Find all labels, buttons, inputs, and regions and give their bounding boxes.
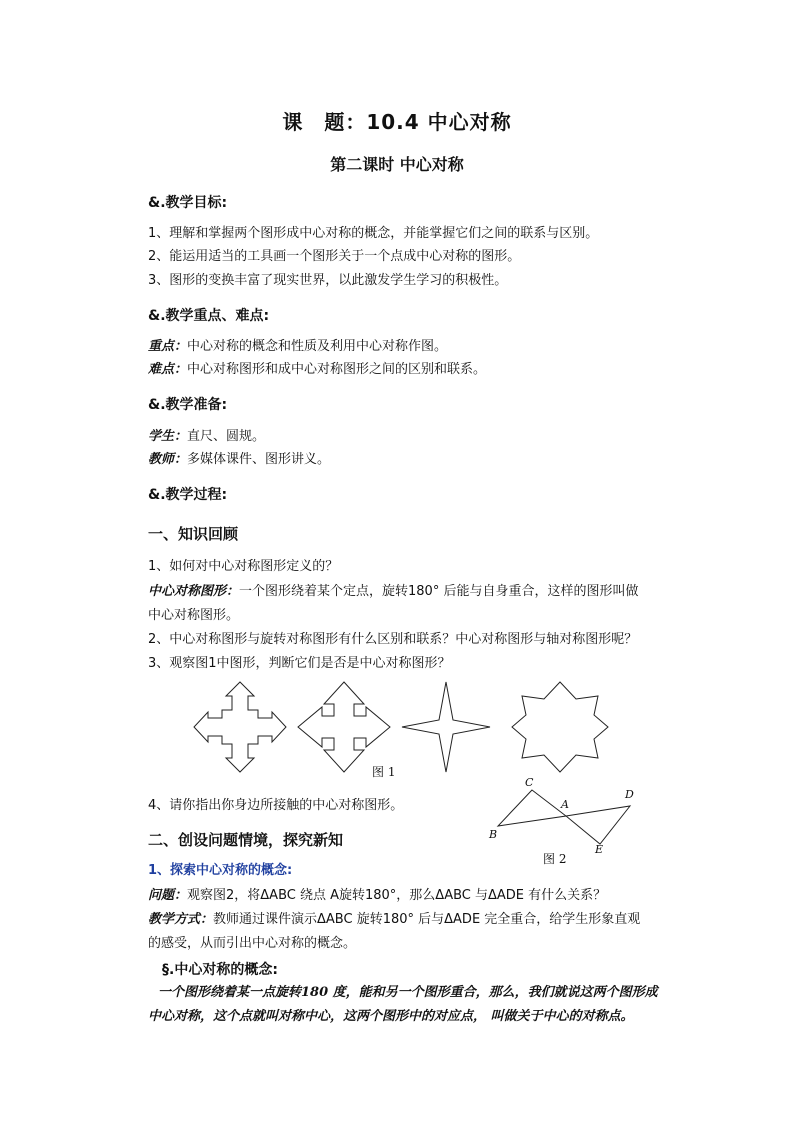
review-heading: 一、知识回顾 bbox=[148, 525, 239, 543]
question-text: 观察图2，将ΔABC 绕点 A旋转180°，那么ΔABC 与ΔADE 有什么关系？ bbox=[187, 888, 607, 903]
figure-2-triangles bbox=[490, 780, 640, 860]
teacher-label: 教师： bbox=[148, 452, 188, 467]
question-line bbox=[148, 887, 606, 905]
teacher-line bbox=[148, 451, 330, 469]
definition-line bbox=[148, 583, 638, 601]
method-text: 教师通过课件演示ΔABC 旋转180° 后与ΔADE 完全重合，给学生形象直观 bbox=[213, 912, 641, 927]
objectives-heading: &.教学目标: bbox=[148, 195, 228, 211]
difficulty-text: 中心对称图形和成中心对称图形之间的区别和联系。 bbox=[187, 362, 487, 377]
concept-heading: §.中心对称的概念: bbox=[162, 962, 278, 978]
objective-item: 3、图形的变换丰富了现实世界，以此激发学生学习的积极性。 bbox=[148, 273, 508, 288]
point-label-c: C bbox=[525, 776, 534, 789]
page-subtitle: 第二课时 中心对称 bbox=[330, 155, 464, 174]
point-label-e: E bbox=[595, 843, 604, 856]
student-text: 直尺、圆规。 bbox=[187, 429, 266, 444]
review-q2: 2、中心对称图形与旋转对称图形有什么区别和联系？中心对称图形与轴对称图形呢？ bbox=[148, 632, 638, 647]
method-line bbox=[148, 911, 640, 929]
difficulty-line bbox=[148, 361, 486, 379]
concept-line-1: 一个图形绕着某一点旋转180 度，能和另一个图形重合，那么，我们就说这两个图形成 bbox=[158, 985, 658, 1000]
review-q4: 4、请你指出你身边所接触的中心对称图形。 bbox=[148, 798, 404, 813]
point-label-b: B bbox=[489, 828, 498, 841]
process-heading: &.教学过程: bbox=[148, 487, 228, 503]
difficulty-label: 难点： bbox=[148, 362, 188, 377]
focus-label: 重点： bbox=[148, 339, 188, 354]
student-line bbox=[148, 428, 265, 446]
point-label-d: D bbox=[625, 788, 634, 801]
definition-line-2: 中心对称图形。 bbox=[148, 608, 240, 623]
question-label: 问题： bbox=[148, 888, 188, 903]
point-label-a: A bbox=[561, 798, 569, 811]
four-point-star-shape bbox=[400, 680, 492, 774]
review-q1: 1、如何对中心对称图形定义的？ bbox=[148, 559, 339, 574]
figure-1-caption: 图 1 bbox=[372, 765, 396, 779]
key-points-heading: &.教学重点、难点: bbox=[148, 308, 270, 324]
explore-subheading: 1、探索中心对称的概念: bbox=[148, 863, 293, 878]
explore-heading: 二、创设问题情境，探究新知 bbox=[148, 831, 344, 849]
concept-line-2: 中心对称，这个点就叫对称中心，这两个图形中的对应点， 叫做关于中心的对称点。 bbox=[148, 1009, 634, 1024]
page-title: 课 题：10.4 中心对称 bbox=[282, 110, 512, 134]
student-label: 学生： bbox=[148, 429, 188, 444]
cross-arrow-shape-1 bbox=[192, 680, 288, 774]
objective-item: 2、能运用适当的工具画一个图形关于一个点成中心对称的图形。 bbox=[148, 249, 521, 264]
definition-text: 一个图形绕着某个定点，旋转180° 后能与自身重合，这样的图形叫做 bbox=[239, 584, 639, 599]
focus-line bbox=[148, 338, 447, 356]
preparation-heading: &.教学准备: bbox=[148, 397, 228, 413]
method-line-2: 的感受，从而引出中心对称的概念。 bbox=[148, 936, 357, 951]
eight-point-star-shape bbox=[510, 680, 610, 774]
objective-item: 1、理解和掌握两个图形成中心对称的概念，并能掌握它们之间的联系与区别。 bbox=[148, 226, 599, 241]
teacher-text: 多媒体课件、图形讲义。 bbox=[187, 452, 331, 467]
focus-text: 中心对称的概念和性质及利用中心对称作图。 bbox=[187, 339, 448, 354]
method-label: 教学方式： bbox=[148, 912, 214, 927]
review-q3: 3、观察图1中图形，判断它们是否是中心对称图形？ bbox=[148, 656, 451, 671]
cross-arrow-shape-2 bbox=[296, 680, 392, 774]
definition-label: 中心对称图形： bbox=[148, 584, 240, 599]
figure-2-caption: 图 2 bbox=[543, 852, 567, 866]
